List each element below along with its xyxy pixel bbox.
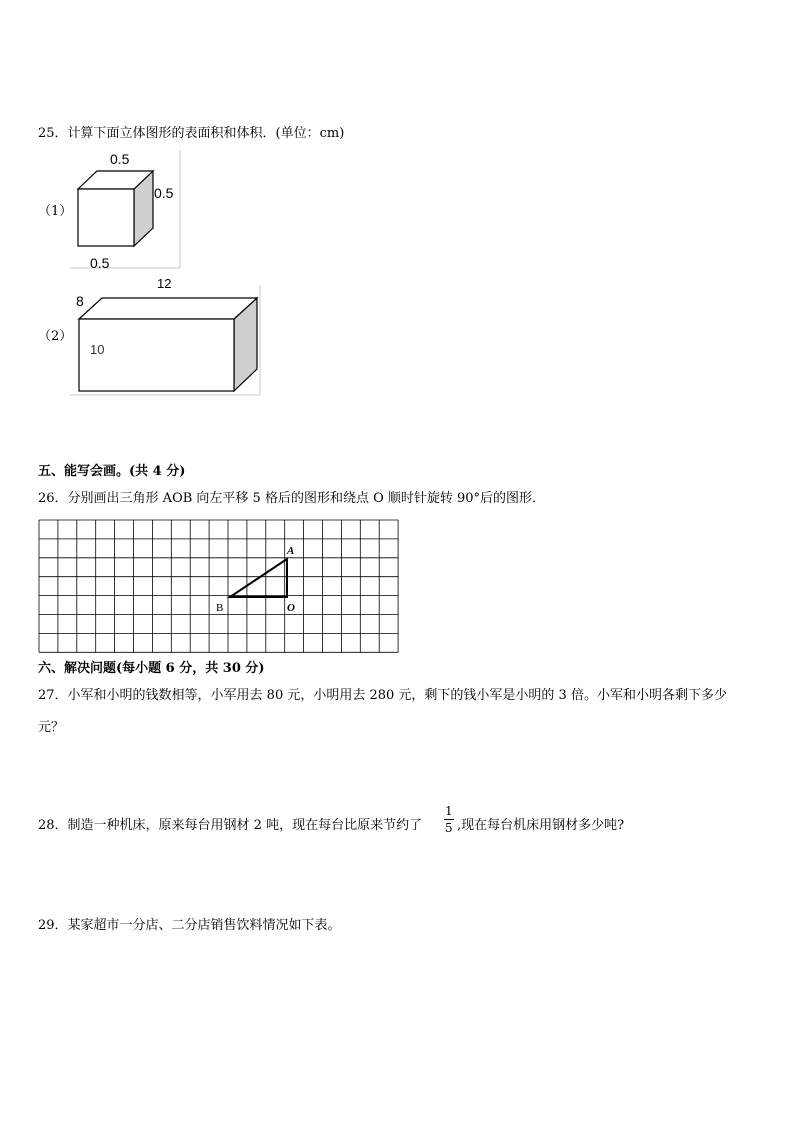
point-o-label: O xyxy=(287,602,295,614)
grid-lines xyxy=(39,520,398,652)
question-29-text: 29．某家超市一分店、二分店销售饮料情况如下表。 xyxy=(38,918,341,933)
section-5-title: 五、能写会画。(共 4 分) xyxy=(38,464,186,479)
question-28-text-before: 28．制造一种机床，原来每台用钢材 2 吨，现在每台比原来节约了 xyxy=(38,818,423,833)
cuboid-top-face xyxy=(79,298,257,319)
cube-drawing xyxy=(70,150,180,280)
cube-top-label: 0.5 xyxy=(110,151,130,167)
figure-1-label: （1） xyxy=(38,204,73,219)
cube-right-label: 0.5 xyxy=(154,185,174,201)
fraction-numerator: 1 xyxy=(445,804,453,818)
point-b-label: B xyxy=(216,602,224,614)
question-25-text: 25．计算下面立体图形的表面积和体积．(单位：cm) xyxy=(38,126,345,141)
fraction-one-fifth xyxy=(444,805,454,834)
triangle-aob xyxy=(230,559,287,597)
cuboid-length-label: 12 xyxy=(157,276,172,291)
question-27-line1: 27．小军和小明的钱数相等，小军用去 80 元，小明用去 280 元，剩下的钱小军是小明的 3 倍。小军和小明各剩下多少 xyxy=(38,688,727,703)
question-27-line2: 元？ xyxy=(38,720,65,735)
cuboid-width-label: 8 xyxy=(76,293,84,309)
cube-front-face xyxy=(78,189,134,246)
question-28-text-after: ,现在每台机床用钢材多少吨? xyxy=(457,818,625,833)
point-a-label: A xyxy=(287,545,295,557)
cuboid-height-label: 10 xyxy=(90,342,105,357)
figure-2-label: （2） xyxy=(38,329,73,344)
section-6-title: 六、解决问题(每小题 6 分，共 30 分) xyxy=(38,661,265,676)
fraction-denominator: 5 xyxy=(445,821,453,835)
square-grid xyxy=(39,520,381,655)
cube-bottom-label: 0.5 xyxy=(90,255,110,271)
question-26-text: 26．分别画出三角形 AOB 向左平移 5 格后的图形和绕点 O 顺时针旋转 90°后的图形． xyxy=(38,491,546,506)
